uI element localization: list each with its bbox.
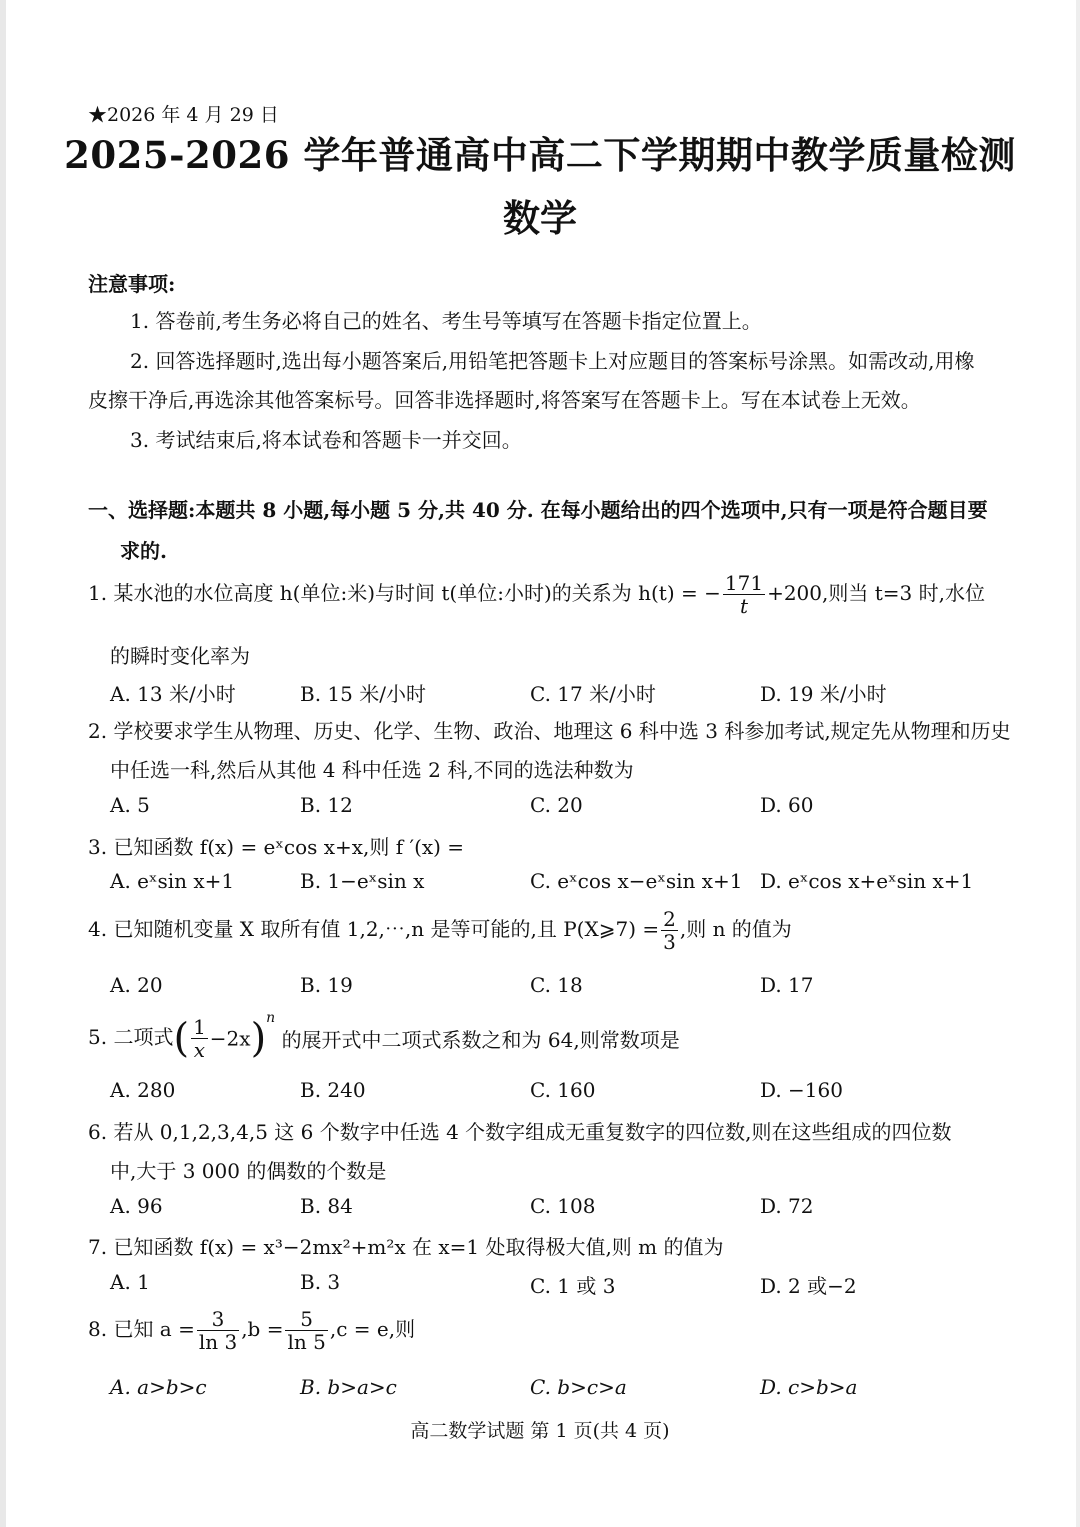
q4-option-c: C. 18 bbox=[530, 973, 583, 997]
left-paren: ( bbox=[173, 1015, 190, 1062]
question-5 bbox=[88, 1010, 680, 1062]
q1-option-d: D. 19 米/小时 bbox=[760, 682, 887, 706]
q7-option-b: B. 3 bbox=[300, 1270, 341, 1294]
q6-option-d: D. 72 bbox=[760, 1194, 814, 1218]
q6-option-a: A. 96 bbox=[110, 1194, 163, 1218]
question-1-line-2: 的瞬时变化率为 bbox=[110, 644, 250, 668]
fraction-denominator: ln 3 bbox=[198, 1330, 238, 1354]
section-heading-line-1: 一、选择题:本题共 8 小题,每小题 5 分,共 40 分. 在每小题给出的四个选项中,只有一项是符合题目要 bbox=[88, 498, 988, 522]
fraction-numerator: 5 bbox=[285, 1308, 327, 1331]
exam-title: 2025-2026 学年普通高中高二下学期期中教学质量检测 bbox=[64, 133, 1016, 177]
notice-item-3: 3. 考试结束后,将本试卷和答题卡一并交回。 bbox=[130, 428, 522, 452]
question-1 bbox=[88, 572, 985, 617]
question-8-text-b: ,b = bbox=[241, 1317, 284, 1341]
question-4-fraction bbox=[661, 908, 678, 953]
q3-option-d: D. eˣcos x+eˣsin x+1 bbox=[760, 869, 974, 893]
question-5-inner-term: −2x bbox=[209, 1026, 251, 1051]
q6-option-c: C. 108 bbox=[530, 1194, 596, 1218]
q5-option-a: A. 280 bbox=[110, 1078, 176, 1102]
question-8-text-a: 8. 已知 a = bbox=[88, 1317, 195, 1341]
q3-option-c: C. eˣcos x−eˣsin x+1 bbox=[530, 869, 743, 893]
q1-option-b: B. 15 米/小时 bbox=[300, 682, 426, 706]
q8-option-c: C. b>c>a bbox=[530, 1375, 627, 1399]
question-1-text-a: 1. 某水池的水位高度 h(单位:米)与时间 t(单位:小时)的关系为 h(t) = − bbox=[88, 581, 721, 605]
fraction-numerator: 1 bbox=[193, 1015, 206, 1039]
notice-item-2-line-1: 2. 回答选择题时,选出每小题答案后,用铅笔把答题卡上对应题目的答案标号涂黑。如需改动,用橡 bbox=[130, 349, 975, 373]
question-1-text-b: +200,则当 t=3 时,水位 bbox=[767, 581, 985, 605]
notice-item-1: 1. 答卷前,考生务必将自己的姓名、考生号等填写在答题卡指定位置上。 bbox=[130, 309, 762, 333]
notice-heading: 注意事项: bbox=[88, 272, 176, 296]
page-footer: 高二数学试题 第 1 页(共 4 页) bbox=[410, 1420, 670, 1442]
q3-option-b: B. 1−eˣsin x bbox=[300, 869, 425, 893]
question-7: 7. 已知函数 f(x) = x³−2mx²+m²x 在 x=1 处取得极大值,则 m 的值为 bbox=[88, 1235, 724, 1259]
section-heading-line-2: 求的. bbox=[120, 539, 167, 563]
question-3: 3. 已知函数 f(x) = eˣcos x+x,则 f ′(x) = bbox=[88, 835, 465, 859]
fraction-denominator: 3 bbox=[663, 930, 676, 954]
right-paren: ) bbox=[250, 1015, 267, 1062]
question-8 bbox=[88, 1308, 415, 1353]
fraction-denominator: x bbox=[193, 1038, 206, 1062]
question-5-text-a: 5. 二项式 bbox=[88, 1025, 174, 1049]
q3-option-a: A. eˣsin x+1 bbox=[110, 869, 235, 893]
question-4-text-a: 4. 已知随机变量 X 取所有值 1,2,⋯,n 是等可能的,且 P(X⩾7) = bbox=[88, 917, 660, 941]
q1-option-c: C. 17 米/小时 bbox=[530, 682, 656, 706]
question-4-text-b: ,则 n 的值为 bbox=[679, 917, 792, 941]
fraction-denominator: t bbox=[739, 594, 748, 618]
question-6-line-1: 6. 若从 0,1,2,3,4,5 这 6 个数字中任选 4 个数字组成无重复数字的四位数,则在这些组成的四位数 bbox=[88, 1120, 952, 1144]
question-2-line-2: 中任选一科,然后从其他 4 科中任选 2 科,不同的选法种数为 bbox=[110, 758, 634, 782]
q7-option-a: A. 1 bbox=[110, 1270, 150, 1294]
fraction-numerator: 3 bbox=[197, 1308, 239, 1331]
question-5-text-b: 的展开式中二项式系数之和为 64,则常数项是 bbox=[281, 1028, 680, 1052]
fraction-denominator: ln 5 bbox=[287, 1330, 326, 1354]
q7-option-d: D. 2 或−2 bbox=[760, 1274, 857, 1298]
q5-option-d: D. −160 bbox=[760, 1078, 843, 1102]
question-6-line-2: 中,大于 3 000 的偶数的个数是 bbox=[110, 1159, 387, 1183]
fraction-numerator: 2 bbox=[663, 907, 676, 931]
q4-option-a: A. 20 bbox=[110, 973, 163, 997]
q5-option-c: C. 160 bbox=[530, 1078, 596, 1102]
q2-option-b: B. 12 bbox=[300, 793, 353, 817]
exam-date: ★2026 年 4 月 29 日 bbox=[88, 104, 279, 126]
notice-item-2-line-2: 皮擦干净后,再选涂其他答案标号。回答非选择题时,将答案写在答题卡上。写在本试卷上无效。 bbox=[88, 388, 921, 412]
fraction-numerator: 171 bbox=[724, 571, 764, 595]
q8-option-d: D. c>b>a bbox=[760, 1375, 858, 1399]
q8-option-b: B. b>a>c bbox=[300, 1375, 397, 1399]
question-8-text-c: ,c = e,则 bbox=[329, 1317, 416, 1341]
q2-option-a: A. 5 bbox=[110, 793, 150, 817]
question-8-fraction-b bbox=[285, 1308, 327, 1353]
question-8-fraction-a bbox=[197, 1308, 239, 1353]
question-2-line-1: 2. 学校要求学生从物理、历史、化学、生物、政治、地理这 6 科中选 3 科参加考试,规定先从物理和历史 bbox=[88, 719, 1011, 743]
q4-option-b: B. 19 bbox=[300, 973, 353, 997]
q7-option-c: C. 1 或 3 bbox=[530, 1274, 616, 1298]
q1-option-a: A. 13 米/小时 bbox=[110, 682, 236, 706]
q2-option-d: D. 60 bbox=[760, 793, 814, 817]
q2-option-c: C. 20 bbox=[530, 793, 583, 817]
question-1-fraction bbox=[723, 572, 765, 617]
exam-subject: 数学 bbox=[503, 196, 577, 240]
q4-option-d: D. 17 bbox=[760, 973, 814, 997]
question-5-exponent: n bbox=[266, 1010, 276, 1026]
q5-option-b: B. 240 bbox=[300, 1078, 366, 1102]
question-4 bbox=[88, 908, 792, 953]
q8-option-a: A. a>b>c bbox=[110, 1375, 207, 1399]
q6-option-b: B. 84 bbox=[300, 1194, 353, 1218]
question-5-fraction bbox=[191, 1016, 208, 1061]
